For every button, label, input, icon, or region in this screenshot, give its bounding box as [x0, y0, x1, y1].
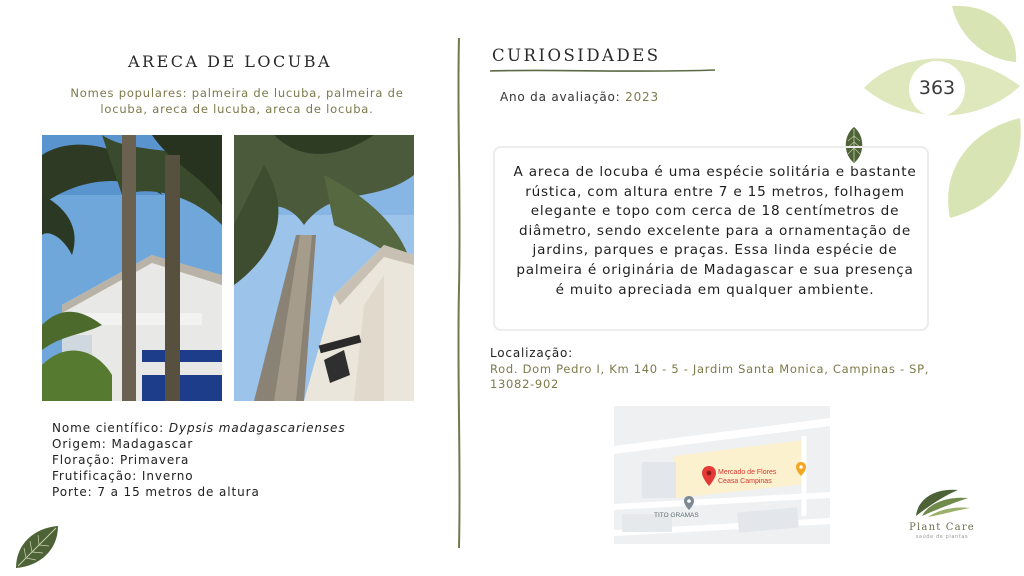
- plant-care-logo-icon: [912, 486, 972, 520]
- fact-scientific-name: Nome científico: Dypsis madagascarienses: [52, 421, 346, 435]
- page-number-badge: 363: [918, 77, 956, 99]
- brand-block: [898, 522, 986, 540]
- title-underline: [490, 68, 715, 74]
- location-address: Rod. Dom Pedro I, Km 140 - 5 - Jardim Santa Monica, Campinas - SP, 13082-902: [490, 362, 930, 391]
- fact-fruiting: Frutificação: Inverno: [52, 469, 194, 483]
- map-poi-label: TITO GRAMAS: [654, 512, 699, 519]
- palm-photo-1: [42, 135, 222, 401]
- fact-flowering: Floração: Primavera: [52, 453, 190, 467]
- plant-facts: [52, 420, 345, 500]
- palm-photo-2: [234, 135, 414, 401]
- location-map[interactable]: [614, 406, 830, 544]
- section-title: CURIOSIDADES: [492, 46, 661, 65]
- location-label: Localização:: [490, 346, 574, 360]
- popular-names: Nomes populares: palmeira de lucuba, palmeira de locuba, areca de lucuba, areca de locuba.: [70, 86, 404, 116]
- vertical-divider: [456, 38, 462, 548]
- plant-title: ARECA DE LOCUBA: [127, 52, 333, 71]
- map-place-name: Mercado de Flores Ceasa Campinas: [718, 469, 777, 485]
- evaluation-year: Ano da avaliação: 2023: [500, 90, 659, 104]
- brand-tagline: saúde de plantas: [915, 534, 969, 540]
- fact-size: Porte: 7 a 15 metros de altura: [52, 485, 260, 499]
- map-pin-icon[interactable]: [702, 466, 716, 486]
- food-poi-icon[interactable]: [796, 462, 806, 476]
- map-marker-icon[interactable]: [684, 496, 694, 510]
- leaf-icon: [12, 524, 60, 570]
- description-text: A areca de locuba é uma espécie solitária e bastante rústica, com altura entre 7 e 15 metros, folhagem elegante e topo com cerca de 18 centímetros de diâmetro, sendo excelente para a ornamentação de jardins, parques e praças. Essa linda espécie de palmeira é originária de Madagascar e sua presença é muito apreciada em qualquer ambiente.: [513, 164, 917, 298]
- fact-origin: Origem: Madagascar: [52, 437, 194, 451]
- brand-name: Plant Care: [909, 522, 975, 533]
